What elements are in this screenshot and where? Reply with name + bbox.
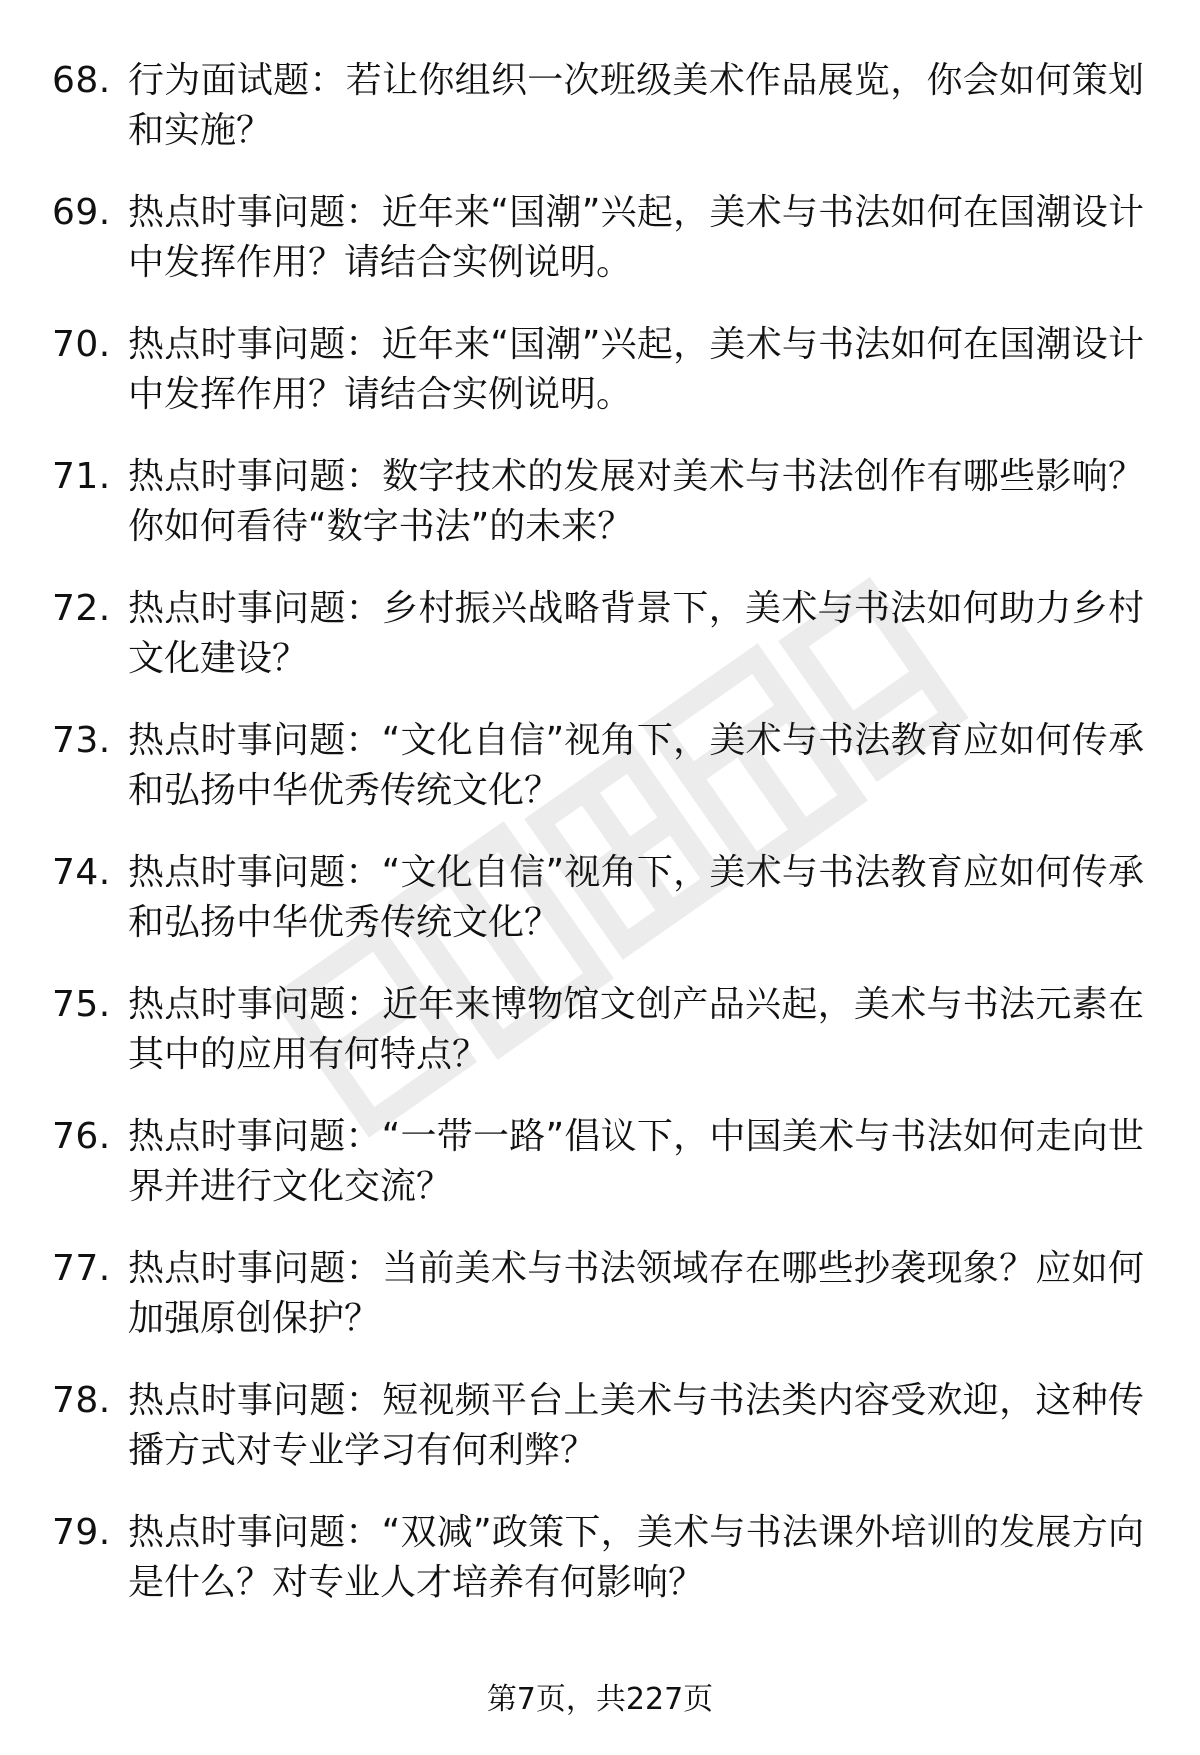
question-number: 75.	[52, 984, 111, 1025]
list-item	[52, 1112, 1152, 1244]
question-number: 73.	[52, 720, 111, 761]
question-text: 热点时事问题：短视频平台上美术与书法类内容受欢迎，这种传播方式对专业学习有何利弊？	[128, 1380, 1144, 1471]
list-item	[52, 1376, 1152, 1508]
list-item	[52, 980, 1152, 1112]
question-number: 78.	[52, 1380, 111, 1421]
list-item	[52, 56, 1152, 188]
question-number: 76.	[52, 1116, 111, 1157]
question-text: 热点时事问题：“文化自信”视角下，美术与书法教育应如何传承和弘扬中华优秀传统文化？	[128, 852, 1144, 943]
question-number: 71.	[52, 456, 111, 497]
question-number: 69.	[52, 192, 111, 233]
list-item	[52, 584, 1152, 716]
question-text: 行为面试题：若让你组织一次班级美术作品展览，你会如何策划和实施？	[128, 60, 1144, 151]
question-text: 热点时事问题：乡村振兴战略背景下，美术与书法如何助力乡村文化建设？	[128, 588, 1144, 679]
question-number: 72.	[52, 588, 111, 629]
list-item	[52, 1244, 1152, 1376]
question-text: 热点时事问题：“文化自信”视角下，美术与书法教育应如何传承和弘扬中华优秀传统文化？	[128, 720, 1144, 811]
list-item	[52, 320, 1152, 452]
page-footer: 第7页，共227页	[486, 1682, 714, 1717]
question-number: 77.	[52, 1248, 111, 1289]
list-item	[52, 452, 1152, 584]
question-text: 热点时事问题：近年来“国潮”兴起，美术与书法如何在国潮设计中发挥作用？请结合实例说明。	[128, 192, 1144, 283]
list-item	[52, 1508, 1152, 1640]
question-text: 热点时事问题：近年来博物馆文创产品兴起，美术与书法元素在其中的应用有何特点？	[128, 984, 1144, 1075]
question-text: 热点时事问题：数字技术的发展对美术与书法创作有哪些影响？你如何看待“数字书法”的未来？	[128, 456, 1144, 547]
question-number: 68.	[52, 60, 111, 101]
question-list	[52, 56, 1152, 1640]
question-text: 热点时事问题：“一带一路”倡议下，中国美术与书法如何走向世界并进行文化交流？	[128, 1116, 1144, 1207]
list-item	[52, 848, 1152, 980]
list-item	[52, 188, 1152, 320]
question-number: 74.	[52, 852, 111, 893]
question-text: 热点时事问题：当前美术与书法领域存在哪些抄袭现象？应如何加强原创保护？	[128, 1248, 1144, 1339]
question-text: 热点时事问题：近年来“国潮”兴起，美术与书法如何在国潮设计中发挥作用？请结合实例说明。	[128, 324, 1144, 415]
question-number: 79.	[52, 1512, 111, 1553]
question-text: 热点时事问题：“双减”政策下，美术与书法课外培训的发展方向是什么？对专业人才培养有何影响？	[128, 1512, 1144, 1603]
question-number: 70.	[52, 324, 111, 365]
list-item	[52, 716, 1152, 848]
